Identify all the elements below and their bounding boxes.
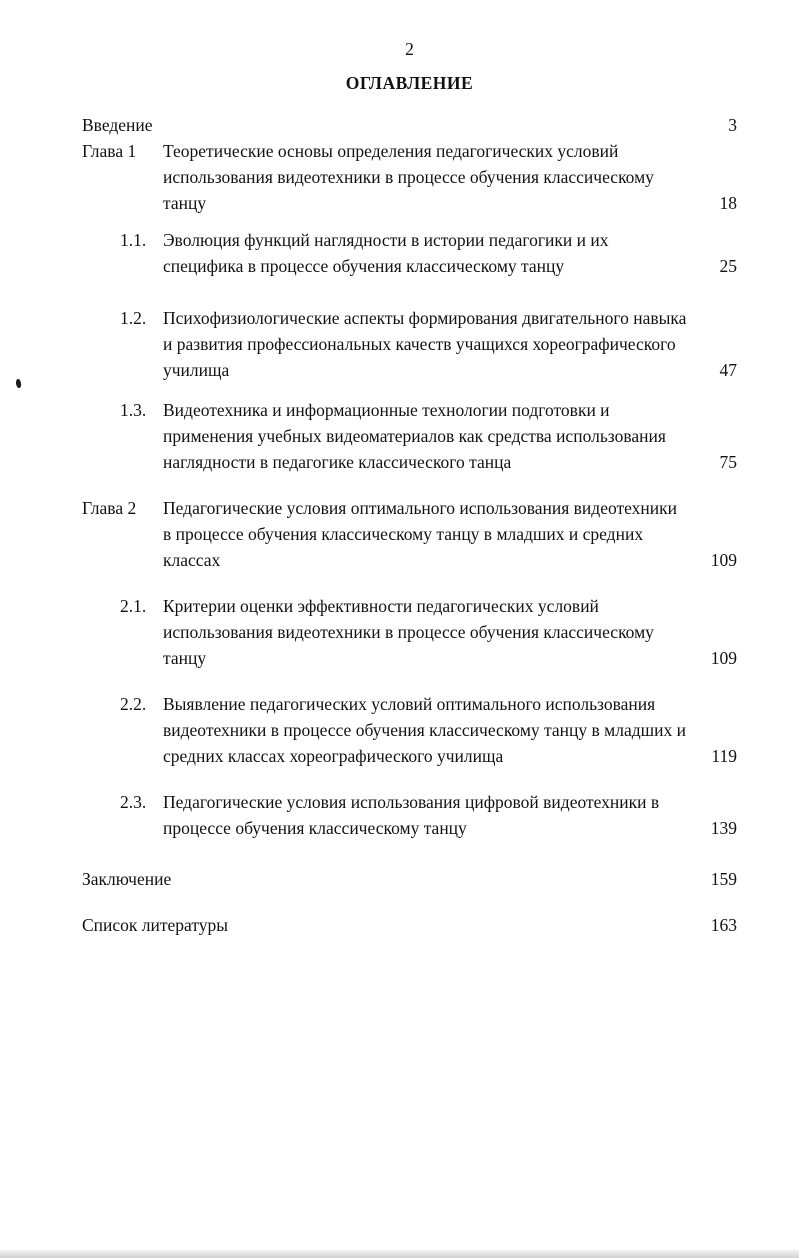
entry-label: 1.2. xyxy=(120,308,147,328)
toc-row xyxy=(82,866,737,892)
entry-text: Теоретические основы определения педагогических условий использования видеотехники в процессе обучения классическому танцу xyxy=(163,141,654,213)
toc-title: ОГЛАВЛЕНИЕ xyxy=(345,73,474,93)
entry-text: Выявление педагогических условий оптимального использования видеотехники в процессе обучения классическому танцу в младших и средних классах хореографического училища xyxy=(163,694,686,766)
entry-label: 2.1. xyxy=(120,596,147,616)
scan-edge-artifact xyxy=(0,1250,799,1258)
entry-label: Заключение xyxy=(82,869,172,889)
entry-page: 18 xyxy=(719,193,737,213)
entry-label: 2.3. xyxy=(120,792,147,812)
toc-row xyxy=(82,789,737,841)
toc-row xyxy=(82,912,737,938)
entry-page: 163 xyxy=(710,915,737,935)
toc-row xyxy=(82,495,737,573)
entry-text: Психофизиологические аспекты формирования двигательного навыка и развития профессиональных качеств учащихся хореографического училища xyxy=(163,308,687,380)
toc-row xyxy=(82,305,737,383)
entry-text: Педагогические условия оптимального использования видеотехники в процессе обучения классическому танцу в младших и средних классах xyxy=(163,498,678,570)
table-of-contents xyxy=(82,112,737,938)
toc-row xyxy=(82,691,737,769)
entry-page: 159 xyxy=(710,869,737,889)
entry-page: 3 xyxy=(728,115,737,135)
entry-label: 2.2. xyxy=(120,694,147,714)
entry-page: 139 xyxy=(710,818,737,838)
entry-page: 47 xyxy=(719,360,737,380)
entry-label: Глава 2 xyxy=(82,498,137,518)
toc-row xyxy=(82,138,737,216)
toc-row xyxy=(82,593,737,671)
toc-row xyxy=(82,112,737,138)
entry-page: 109 xyxy=(710,648,737,668)
entry-page: 75 xyxy=(719,452,737,472)
entry-page: 109 xyxy=(710,550,737,570)
entry-text: Видеотехника и информационные технологии подготовки и применения учебных видеоматериалов как средства использования наглядности в педагогике классического танца xyxy=(163,400,666,472)
entry-label: Глава 1 xyxy=(82,141,137,161)
page-number: 2 xyxy=(405,39,414,59)
entry-label: Введение xyxy=(82,115,153,135)
entry-label: Список литературы xyxy=(82,915,229,935)
entry-label: 1.3. xyxy=(120,400,147,420)
entry-text: Эволюция функций наглядности в истории педагогики и их специфика в процессе обучения классическому танцу xyxy=(163,230,609,276)
entry-text: Критерии оценки эффективности педагогических условий использования видеотехники в процессе обучения классическому танцу xyxy=(163,596,654,668)
entry-page: 119 xyxy=(711,746,737,766)
toc-row xyxy=(82,397,737,475)
entry-page: 25 xyxy=(719,256,737,276)
toc-row xyxy=(82,227,737,279)
entry-label: 1.1. xyxy=(120,230,147,250)
entry-text: Педагогические условия использования цифровой видеотехники в процессе обучения классическому танцу xyxy=(163,792,660,838)
